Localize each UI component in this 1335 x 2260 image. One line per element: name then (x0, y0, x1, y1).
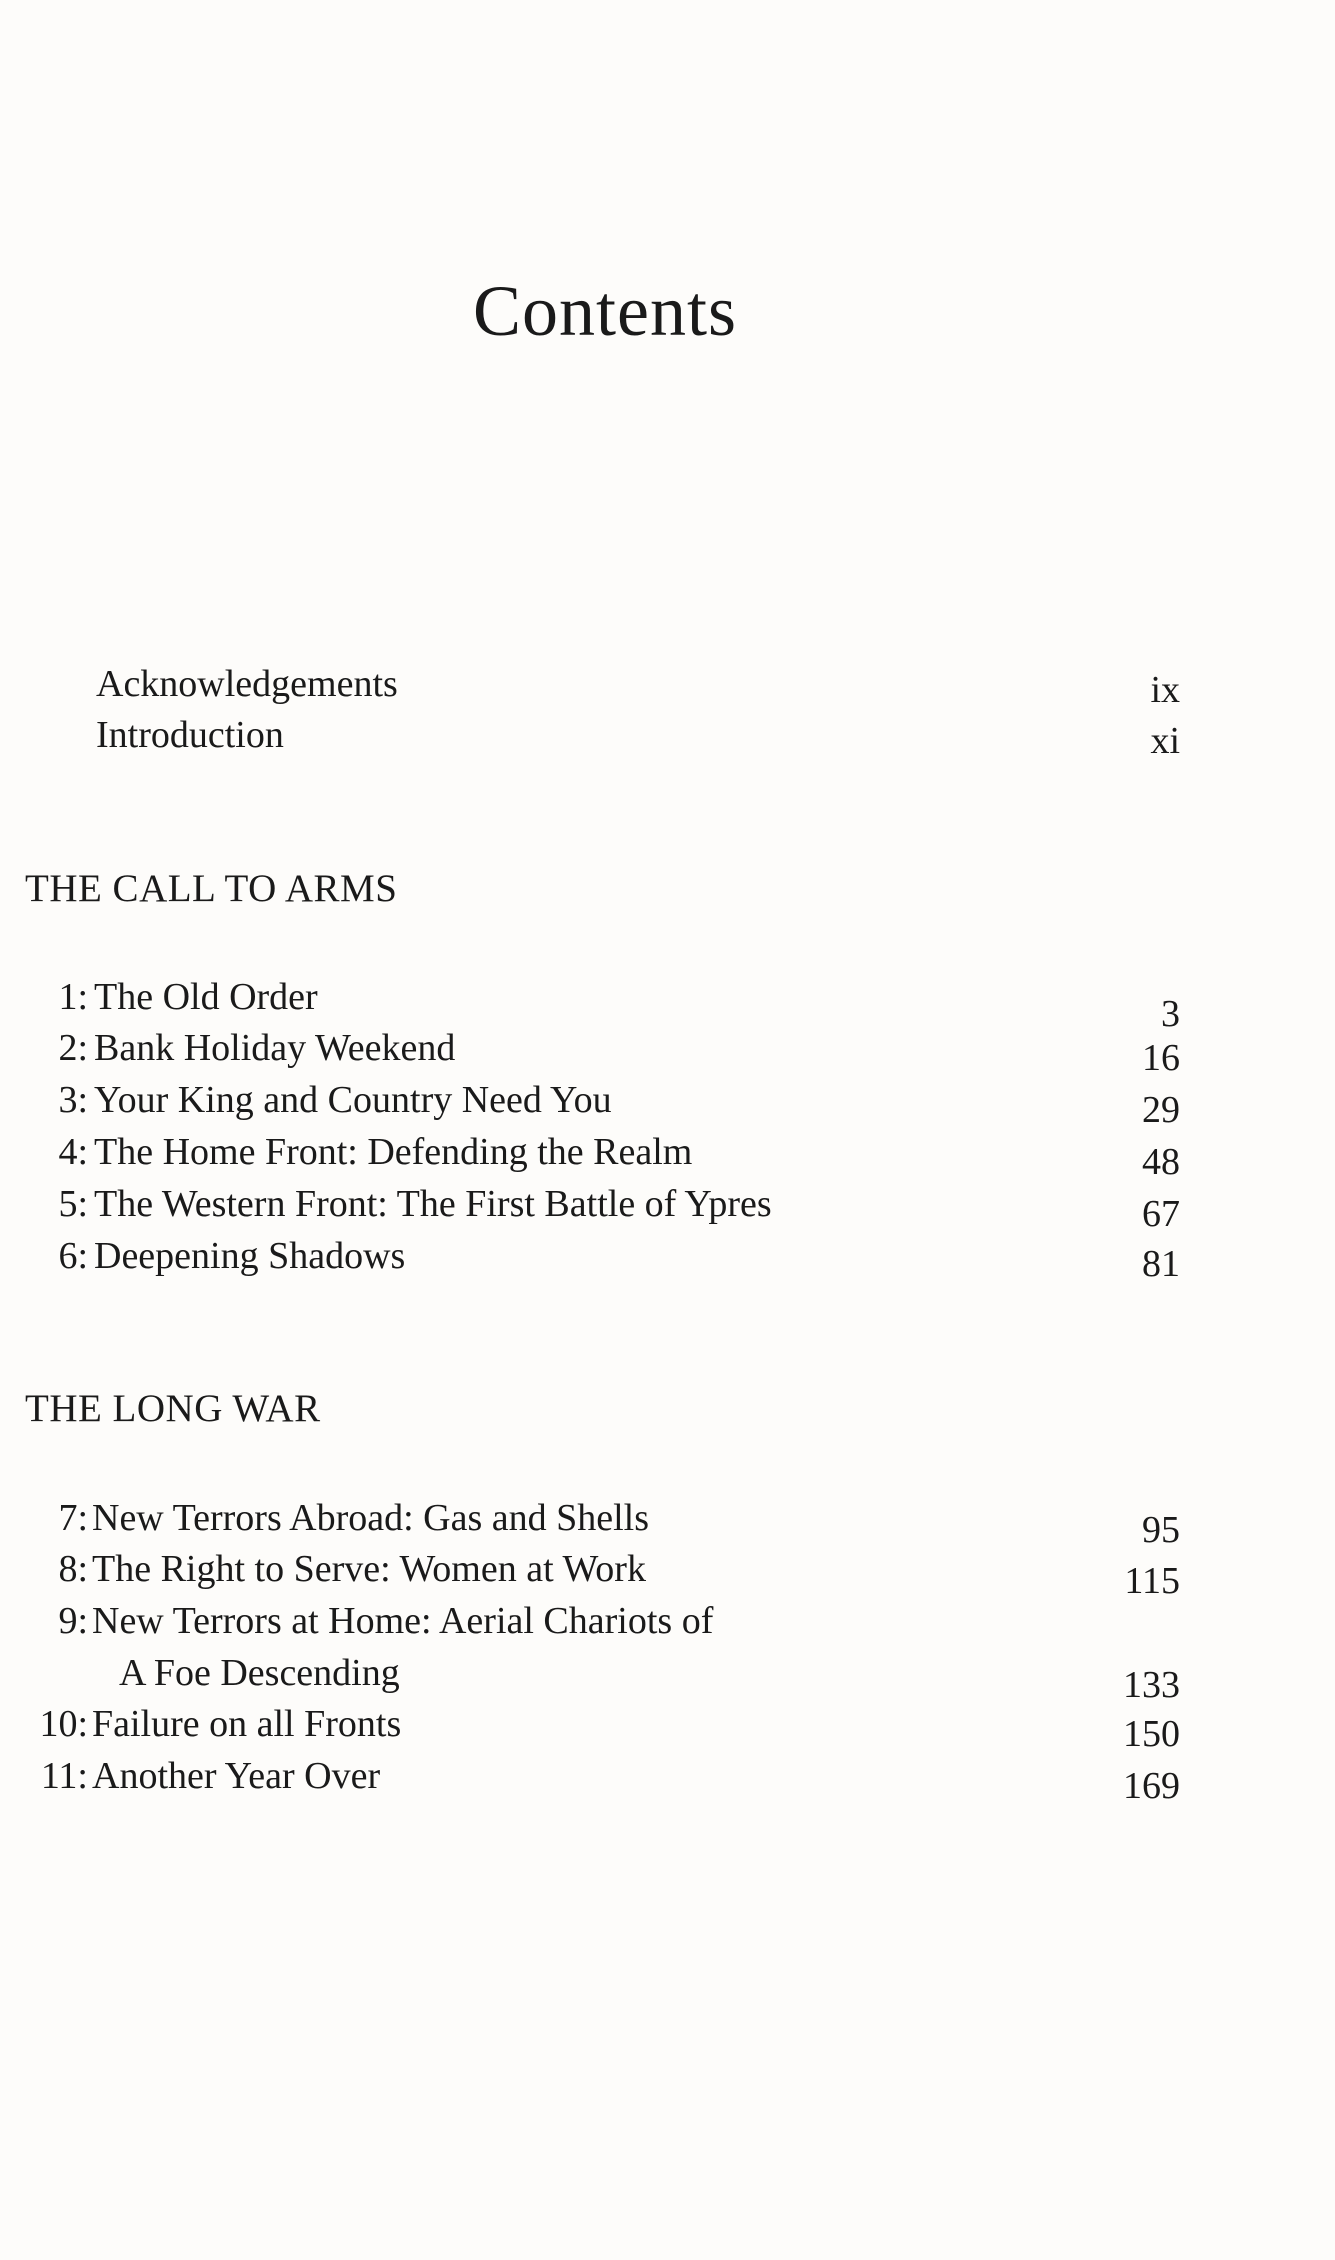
chapter-number: 11: (40, 1755, 88, 1797)
entry-title: The Old Order (94, 976, 318, 1018)
entry-title: Acknowledgements (96, 663, 398, 705)
entry-title: Introduction (96, 714, 284, 756)
chapter-number: 5: (58, 1183, 88, 1225)
entry-title: The Right to Serve: Women at Work (92, 1548, 646, 1590)
entry-page: 133 (1123, 1664, 1180, 1706)
part-heading-long-war: THE LONG WAR (25, 1387, 321, 1430)
entry-title-continued: A Foe Descending (119, 1652, 400, 1694)
chapter-number: 9: (58, 1600, 88, 1642)
entry-title: Another Year Over (92, 1755, 381, 1797)
entry-page: 3 (1161, 993, 1180, 1035)
entry-page: ix (1150, 669, 1180, 711)
entry-title: New Terrors Abroad: Gas and Shells (92, 1497, 650, 1539)
chapter-number: 8: (58, 1548, 88, 1590)
entry-page: 95 (1142, 1509, 1180, 1551)
chapter-number: 10: (39, 1703, 88, 1745)
chapter-number: 3: (58, 1079, 88, 1121)
chapter-number: 7: (58, 1497, 88, 1539)
entry-title: New Terrors at Home: Aerial Chariots of (92, 1600, 714, 1642)
entry-page: 16 (1142, 1037, 1180, 1079)
entry-page: 67 (1142, 1193, 1180, 1235)
entry-page: 48 (1142, 1141, 1180, 1183)
entry-title: Bank Holiday Weekend (94, 1027, 456, 1069)
chapter-number: 4: (58, 1131, 88, 1173)
entry-page: 169 (1123, 1765, 1180, 1807)
entry-page: 115 (1124, 1560, 1180, 1602)
page-title: Contents (472, 271, 737, 351)
entry-title: Your King and Country Need You (94, 1079, 612, 1121)
chapter-number: 6: (58, 1235, 88, 1277)
entry-title: The Home Front: Defending the Realm (94, 1131, 693, 1173)
entry-page: 150 (1123, 1713, 1180, 1755)
chapter-number: 2: (58, 1027, 88, 1069)
entry-title: The Western Front: The First Battle of Ypres (94, 1183, 772, 1225)
entry-page: 81 (1142, 1243, 1180, 1285)
entry-title: Failure on all Fronts (92, 1703, 402, 1745)
entry-page: 29 (1142, 1089, 1180, 1131)
part-heading-call-to-arms: THE CALL TO ARMS (25, 867, 398, 910)
chapter-number: 1: (58, 976, 88, 1018)
entry-title: Deepening Shadows (94, 1235, 406, 1277)
entry-page: xi (1150, 720, 1180, 762)
